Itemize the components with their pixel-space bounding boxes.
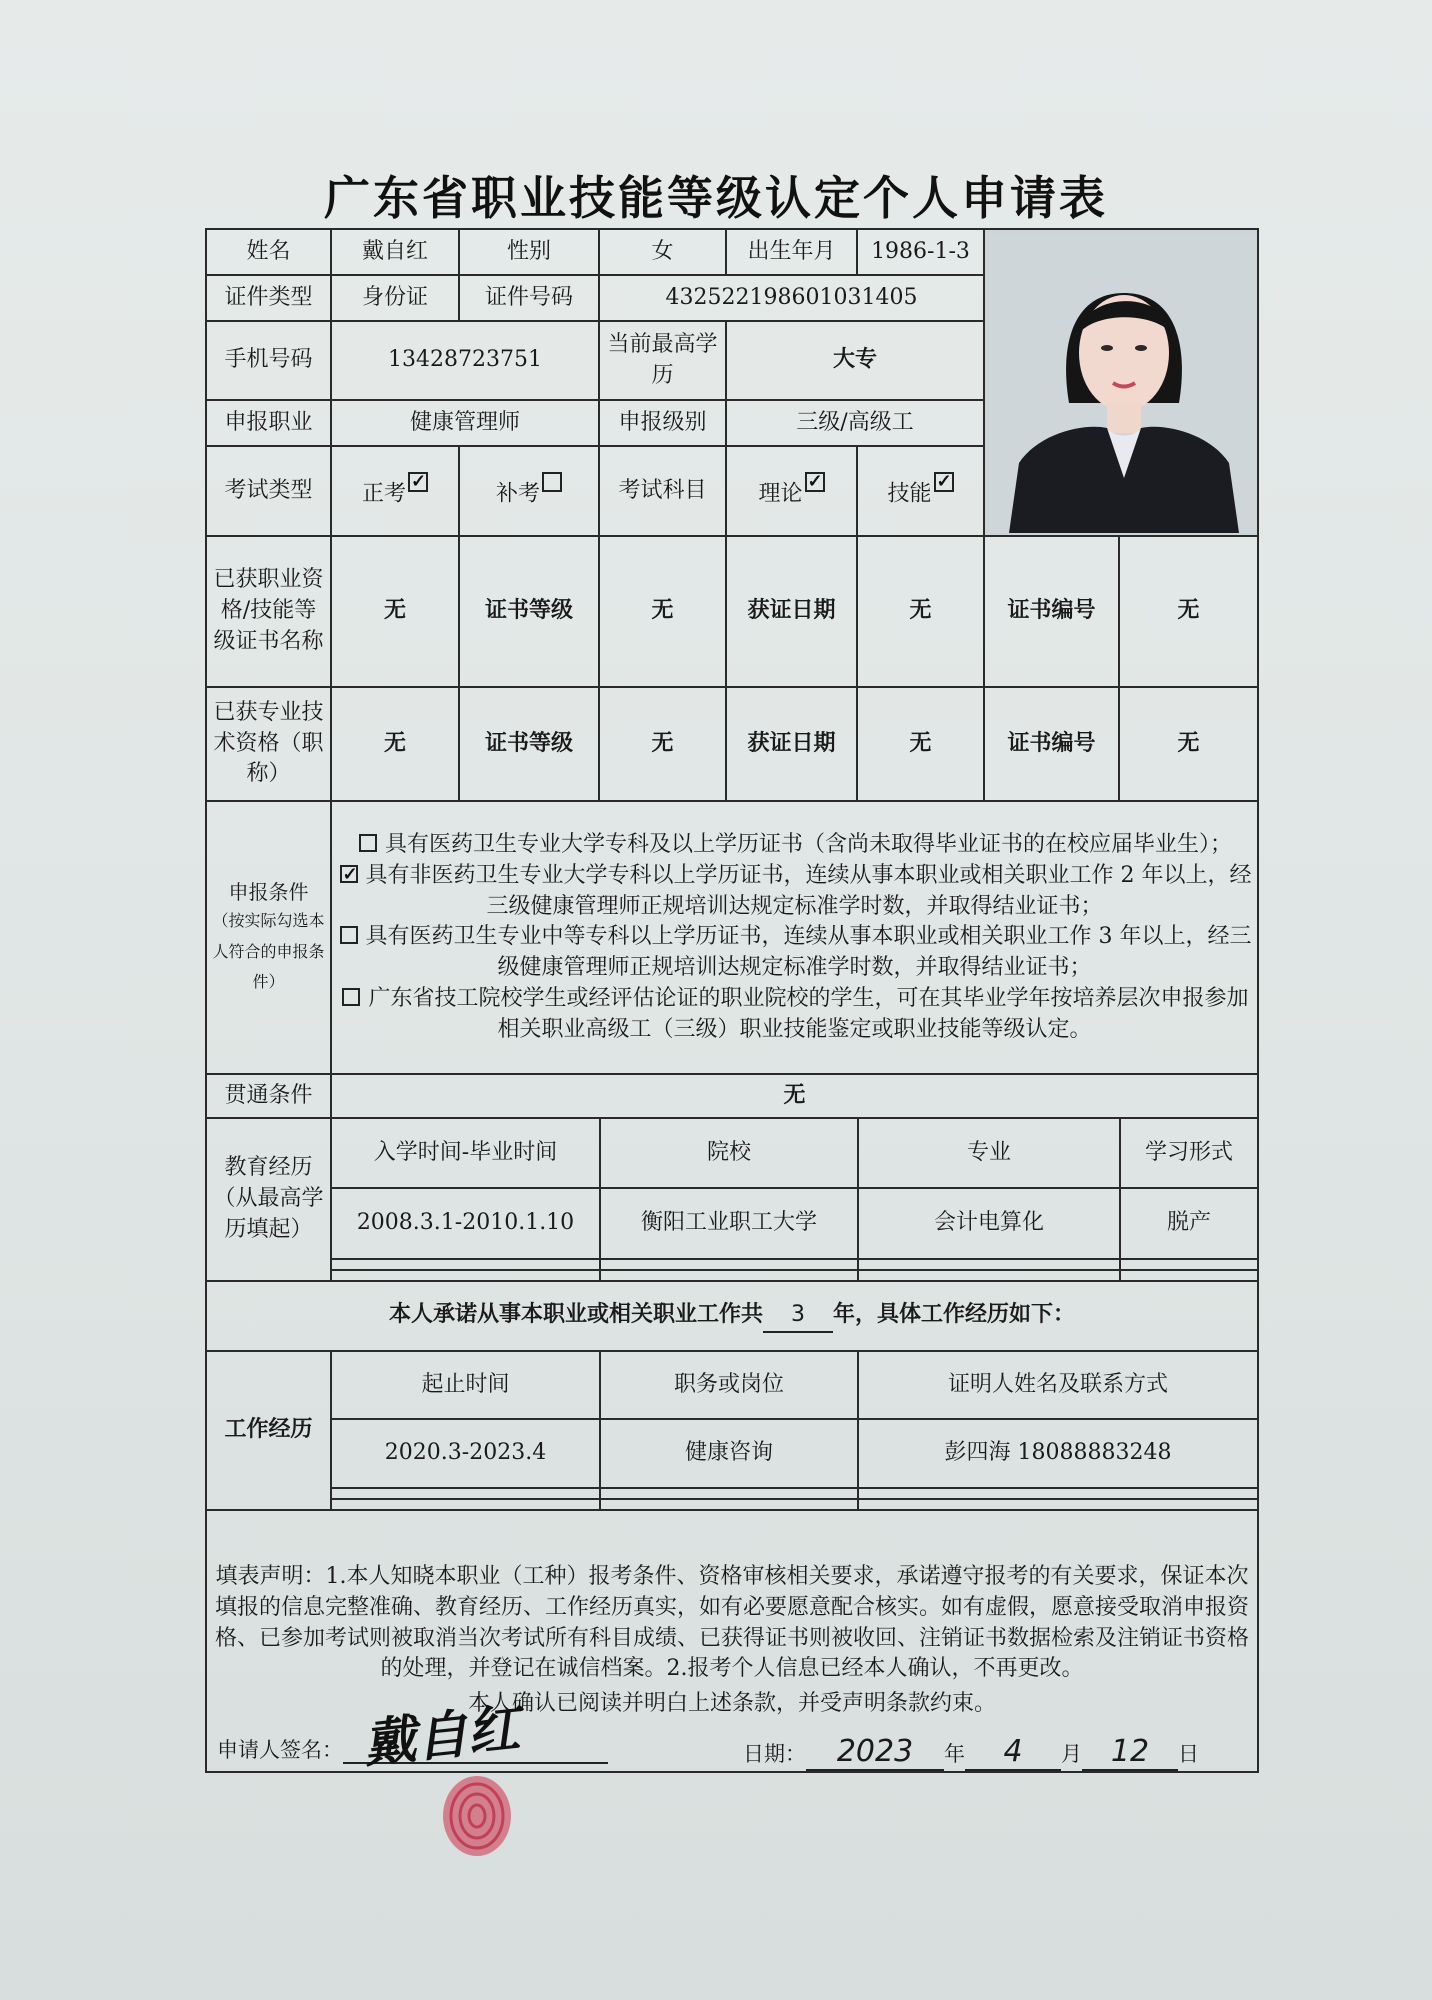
- label-id-number: 证件号码: [459, 275, 599, 321]
- label-birth: 出生年月: [726, 229, 857, 275]
- signature-area: [217, 1697, 608, 1775]
- label-gender: 性别: [459, 229, 599, 275]
- edu-header-school: 院校: [600, 1119, 858, 1188]
- edu-header-time: 入学时间-毕业时间: [332, 1119, 600, 1188]
- label-education: 当前最高学历: [599, 321, 726, 400]
- label-cert-level-2: 证书等级: [459, 687, 599, 801]
- commitment-suffix: 年，具体工作经历如下：: [833, 1301, 1076, 1327]
- portrait-image: [989, 233, 1258, 533]
- label-id-type: 证件类型: [206, 275, 331, 321]
- label-cert-number: 证书编号: [984, 536, 1119, 687]
- vocational-cert-date: 无: [857, 536, 984, 687]
- value-birth: 1986-1-3: [857, 229, 984, 275]
- label-through: 贯通条件: [206, 1074, 331, 1118]
- label-exam-subject: 考试科目: [599, 446, 726, 536]
- professional-cert-name: 无: [331, 687, 459, 801]
- edu-row-3-major: [858, 1270, 1120, 1280]
- work-row-2-position: [600, 1488, 858, 1499]
- exam-theory-label: 理论: [758, 481, 803, 507]
- edu-row-3-school: [600, 1270, 858, 1280]
- education-table: [332, 1119, 1257, 1280]
- work-row-3-referee: [858, 1499, 1257, 1508]
- edu-row-1-major: 会计电算化: [858, 1188, 1120, 1259]
- label-name: 姓名: [206, 229, 331, 275]
- professional-cert-level: 无: [599, 687, 726, 801]
- date-year-unit: 年: [944, 1742, 965, 1766]
- commitment-prefix: 本人承诺从事本职业或相关职业工作共: [388, 1301, 763, 1327]
- label-cert-number-2: 证书编号: [984, 687, 1119, 801]
- condition-item: [336, 922, 1253, 984]
- value-level: 三级/高级工: [726, 400, 984, 446]
- date-year[interactable]: 2023: [806, 1734, 944, 1771]
- exam-makeup-checkbox[interactable]: [542, 472, 562, 492]
- professional-cert-number: 无: [1119, 687, 1258, 801]
- edu-row-2-school: [600, 1259, 858, 1271]
- value-occupation: 健康管理师: [331, 400, 599, 446]
- commitment-line: [206, 1281, 1258, 1351]
- handwritten-signature: 戴自红: [360, 1697, 523, 1775]
- work-row-2-period: [332, 1488, 600, 1499]
- work-table: [332, 1352, 1257, 1509]
- label-professional-cert: 已获专业技术资格（职称）: [206, 687, 331, 801]
- exam-regular-label: 正考: [361, 481, 406, 507]
- work-row-3-position: [600, 1499, 858, 1508]
- exam-skill-label: 技能: [887, 481, 932, 507]
- condition-item: [336, 830, 1253, 861]
- label-cert-level: 证书等级: [459, 536, 599, 687]
- label-vocational-cert: 已获职业资格/技能等级证书名称: [206, 536, 331, 687]
- value-through: 无: [331, 1074, 1258, 1118]
- work-header-period: 起止时间: [332, 1352, 600, 1419]
- exam-regular-checkbox[interactable]: [408, 472, 428, 492]
- edu-row-3-mode: [1120, 1270, 1257, 1280]
- date-label: 日期：: [743, 1742, 806, 1766]
- work-row-2-referee: [858, 1488, 1257, 1499]
- value-gender: 女: [599, 229, 726, 275]
- exam-theory-checkbox[interactable]: [805, 472, 825, 492]
- edu-row-2-major: [858, 1259, 1120, 1271]
- condition-item: [336, 861, 1253, 923]
- condition-checkbox-1[interactable]: [359, 834, 377, 852]
- edu-row-1-time: 2008.3.1-2010.1.10: [332, 1188, 600, 1259]
- condition-text-3: 具有医药卫生专业中等专科以上学历证书，连续从事本职业或相关职业工作 3 年以上，经三级健康管理师正规培训达规定标准学时数，并取得结业证书；: [365, 924, 1252, 981]
- condition-text-2: 具有非医药卫生专业大学专科以上学历证书，连续从事本职业或相关职业工作 2 年以上，经三级健康管理师正规培训达规定标准学时数，并取得结业证书；: [365, 862, 1252, 919]
- work-header-position: 职务或岗位: [600, 1352, 858, 1419]
- value-phone: 13428723751: [331, 321, 599, 400]
- form-table: [205, 228, 1257, 1773]
- label-exam-type: 考试类型: [206, 446, 331, 536]
- label-level: 申报级别: [599, 400, 726, 446]
- applicant-photo: [984, 229, 1258, 536]
- condition-checkbox-4[interactable]: [342, 988, 360, 1006]
- signature-line[interactable]: [343, 1697, 608, 1775]
- edu-row-2-time: [332, 1259, 600, 1271]
- value-id-number: 432522198601031405: [599, 275, 984, 321]
- declaration-text: 填表声明：1.本人知晓本职业（工种）报考条件、资格审核相关要求，承诺遵守报考的有关要求，保证本次填报的信息完整准确、教育经历、工作经历真实，如有必要愿意配合核实。如有虚假，愿意接受取消申报资格、已参加考试则被取消当次考试所有科目成绩、已获得证书则被收回、注销证书数据检索及注销证书资格的处理，并登记在诚信档案。2.报考个人信息已经本人确认，不再更改。: [214, 1563, 1249, 1682]
- edu-row-1-mode: 脱产: [1120, 1188, 1257, 1259]
- date-day-unit: 日: [1178, 1742, 1199, 1766]
- fingerprint-stamp: [437, 1771, 517, 1861]
- professional-cert-date: 无: [857, 687, 984, 801]
- work-table-cell: [331, 1351, 1258, 1510]
- label-edu-history: [206, 1118, 331, 1281]
- vocational-cert-name: 无: [331, 536, 459, 687]
- edu-history-title: 教育经历: [224, 1155, 313, 1181]
- exam-skill: [857, 446, 984, 536]
- value-name: 戴自红: [331, 229, 459, 275]
- label-cert-date: 获证日期: [726, 536, 857, 687]
- exam-regular: [331, 446, 459, 536]
- label-conditions: [206, 801, 331, 1074]
- label-work-history: 工作经历: [206, 1351, 331, 1510]
- conditions-list: [331, 801, 1258, 1074]
- condition-checkbox-3[interactable]: [340, 926, 358, 944]
- edu-row-2-mode: [1120, 1259, 1257, 1271]
- signature-label: 申请人签名：: [217, 1738, 343, 1762]
- date-month-unit: 月: [1061, 1742, 1082, 1766]
- form-title: 广东省职业技能等级认定个人申请表: [324, 171, 1108, 225]
- work-row-1-position: 健康咨询: [600, 1419, 858, 1488]
- conditions-note: （按实际勾选本人符合的申报条件）: [212, 911, 325, 991]
- label-cert-date-2: 获证日期: [726, 687, 857, 801]
- declaration-confirm: 本人确认已阅读并明白上述条款，并受声明条款约束。: [467, 1691, 996, 1717]
- value-education: 大专: [726, 321, 984, 400]
- date-day[interactable]: 12: [1082, 1734, 1178, 1771]
- vocational-cert-number: 无: [1119, 536, 1258, 687]
- edu-header-mode: 学习形式: [1120, 1119, 1257, 1188]
- conditions-title: 申报条件: [228, 880, 309, 905]
- education-table-cell: [331, 1118, 1258, 1281]
- condition-checkbox-2[interactable]: [340, 865, 358, 883]
- condition-item: [336, 984, 1253, 1046]
- work-row-3-period: [332, 1499, 600, 1508]
- condition-text-1: 具有医药卫生专业大学专科及以上学历证书（含尚未取得毕业证书的在校应届毕业生）；: [384, 831, 1232, 857]
- edu-row-1-school: 衡阳工业职工大学: [600, 1188, 858, 1259]
- work-row-1-referee: 彭四海 18088883248: [858, 1419, 1257, 1488]
- edu-row-3-time: [332, 1270, 600, 1280]
- label-occupation: 申报职业: [206, 400, 331, 446]
- exam-makeup-label: 补考: [495, 481, 540, 507]
- work-header-referee: 证明人姓名及联系方式: [858, 1352, 1257, 1419]
- work-row-1-period: 2020.3-2023.4: [332, 1419, 600, 1488]
- commitment-years: 3: [763, 1300, 833, 1333]
- edu-history-note: （从最高学历填起）: [213, 1186, 324, 1243]
- edu-header-major: 专业: [858, 1119, 1120, 1188]
- value-id-type: 身份证: [331, 275, 459, 321]
- condition-text-4: 广东省技工院校学生或经评估论证的职业院校的学生，可在其毕业学年按培养层次申报参加相关职业高级工（三级）职业技能鉴定或职业技能等级认定。: [368, 985, 1249, 1042]
- exam-theory: [726, 446, 857, 536]
- exam-skill-checkbox[interactable]: [934, 472, 954, 492]
- date-area: [743, 1734, 1199, 1771]
- date-month[interactable]: 4: [965, 1734, 1061, 1771]
- exam-makeup: [459, 446, 599, 536]
- label-phone: 手机号码: [206, 321, 331, 400]
- vocational-cert-level: 无: [599, 536, 726, 687]
